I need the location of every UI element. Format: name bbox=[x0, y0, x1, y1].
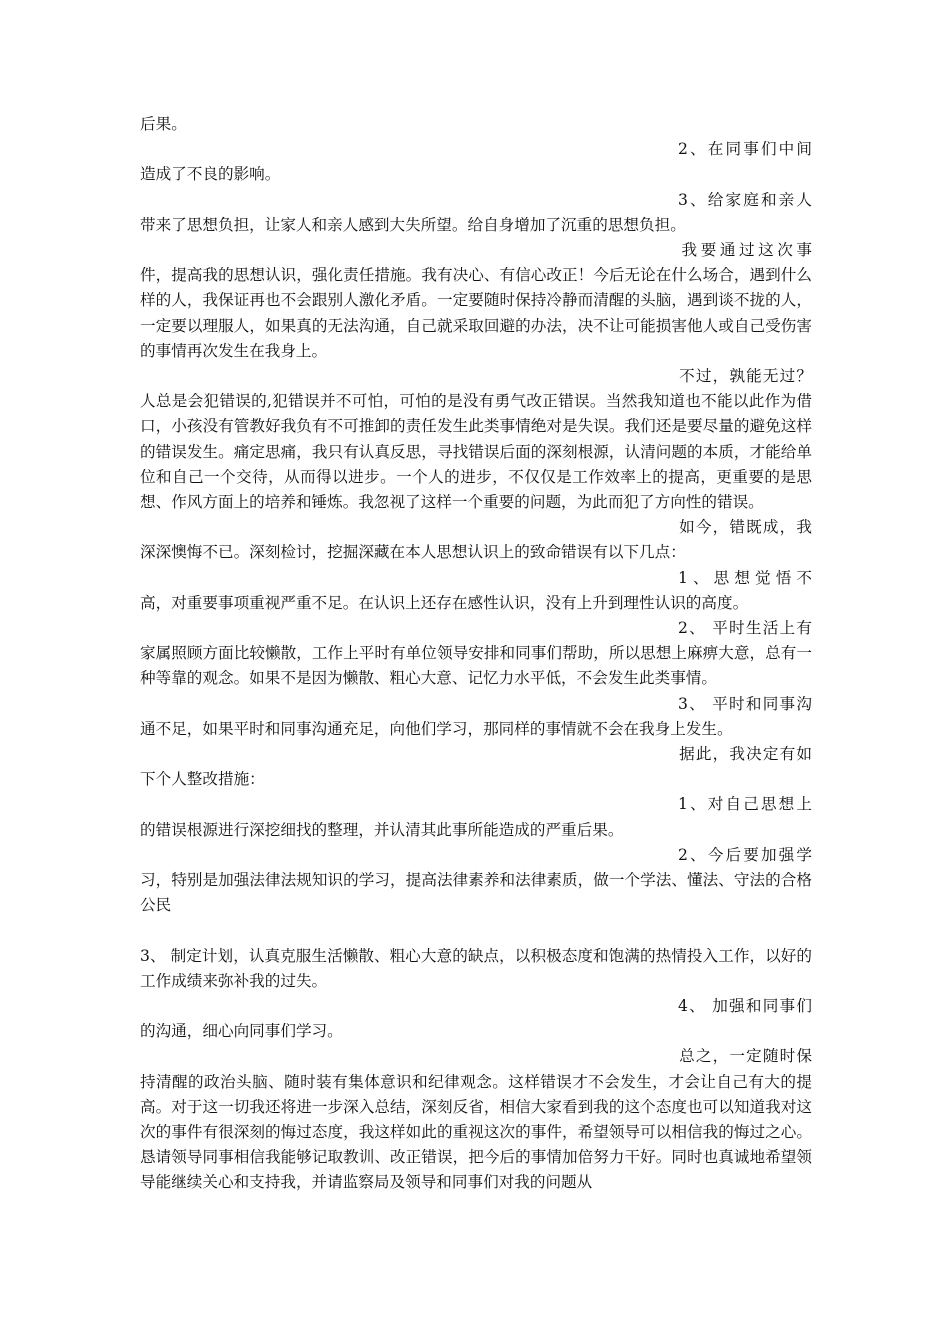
paragraph-text: 深深懊悔不已。深刻检讨，挖掘深藏在本人思想认识上的致命错误有以下几点： bbox=[140, 543, 686, 562]
paragraph-text: 通不足，如果平时和同事沟通充足，向他们学习，那同样的事情就不会在我身上发生。 bbox=[140, 719, 733, 738]
paragraph-7 bbox=[140, 566, 812, 616]
paragraph-text: 人总是会犯错误的,犯错误并不可怕，可怕的是没有勇气改正错误。当然我知道也不能以此作为借口，小孩没有管教好我负有不可推卸的责任发生此类事情绝对是失误。我们还是要尽量的避免这样的错误发生。痛定思痛，我只有认真反思，寻找错误后面的深刻根源，认清问题的本质，才能给单位和自己一个交待，从而得以进步。一个人的进步，不仅仅是工作效率上的提高，更重要的是思想、作风方面上的培养和锤炼。我忽视了这样一个重要的问题，为此而犯了方向性的错误。 bbox=[140, 392, 812, 512]
paragraph-9 bbox=[140, 692, 812, 742]
paragraph-4 bbox=[140, 238, 812, 364]
paragraph-text: 错误根源进行深挖细找的整理，并认清其此事所能造成的严重后果。 bbox=[155, 820, 624, 839]
paragraph-2 bbox=[140, 137, 812, 187]
paragraph-15 bbox=[140, 1044, 812, 1195]
paragraph-lead: 1、思想觉悟不高， bbox=[140, 568, 812, 612]
paragraph-lead: 2、今后要加强学习， bbox=[140, 845, 812, 890]
paragraph-11 bbox=[140, 792, 812, 842]
paragraph-8 bbox=[140, 616, 812, 692]
paragraph-lead: 总之，一定随时保 bbox=[678, 1047, 812, 1066]
paragraph-lead: 不过，孰能无过？ bbox=[678, 367, 812, 386]
paragraph-1 bbox=[140, 112, 812, 137]
paragraph-lead: 如今，错既成，我 bbox=[678, 518, 812, 537]
paragraph-text: 成了不良的影响。 bbox=[155, 165, 281, 184]
paragraph-lead: 据此，我决定有如 bbox=[678, 745, 812, 764]
paragraph-3 bbox=[140, 188, 812, 238]
paragraph-text: 的沟通，细心向同事们学习。 bbox=[140, 1022, 343, 1041]
paragraph-lead: 1、对自己思想上的 bbox=[140, 795, 812, 839]
document-body bbox=[140, 112, 812, 1196]
paragraph-text: 下个人整改措施： bbox=[140, 770, 265, 789]
paragraph-text: 家属照顾方面比较懒散，工作上平时有单位领导安排和同事们帮助，所以思想上麻痹大意，总有一种等靠的观念。如果不是因为懒散、粗心大意、记忆力水平低，不会发生此类事情。 bbox=[140, 644, 812, 688]
paragraph-lead: 2、在同事们中间造 bbox=[140, 140, 812, 184]
paragraph-lead: 3、 平时和同事沟 bbox=[678, 694, 812, 713]
paragraph-6 bbox=[140, 515, 812, 565]
paragraph-12 bbox=[140, 843, 812, 919]
paragraph-text: 对重要事项重视严重不足。在认识上还存在感性认识，没有上升到理性认识的高度。 bbox=[171, 593, 749, 612]
blank-line bbox=[140, 919, 812, 944]
paragraph-14 bbox=[140, 994, 812, 1044]
paragraph-lead: 我要通过这次事件， bbox=[140, 241, 812, 285]
paragraph-10 bbox=[140, 742, 812, 792]
paragraph-text: 提高我的思想认识，强化责任措施。我有决心、有信心改正！今后无论在什么场合，遇到什么样的人，我保证再也不会跟别人激化矛盾。一定要随时保持冷静而清醒的头脑，遇到谈不拢的人，一定要以理服人，如果真的无法沟通，自己就采取回避的办法，决不让可能损害他人或自己受伤害的事情再次发生在我身上。 bbox=[140, 266, 812, 360]
paragraph-text: 后果。 bbox=[140, 115, 187, 133]
paragraph-lead: 4、 加强和同事们 bbox=[678, 996, 812, 1015]
paragraph-text: 特别是加强法律法规知识的学习，提高法律素养和法律素质，做一个学法、懂法、守法的合格公民 bbox=[140, 871, 812, 915]
paragraph-lead: 2、 平时生活上有 bbox=[678, 619, 812, 638]
paragraph-text: 持清醒的政治头脑、随时装有集体意识和纪律观念。这样错误才不会发生，才会让自己有大的提高。对于这一切我还将进一步深入总结，深刻反省，相信大家看到我的这个态度也可以知道我对这次的事件有很深刻的悔过态度，我这样如此的重视这次的事件，希望领导可以相信我的悔过之心。恳请领导同事相信我能够记取教训、改正错误，把今后的事情加倍努力干好。同时也真诚地希望领导能继续关心和支持我，并请监察局及领导和同事们对我的问题从 bbox=[140, 1072, 812, 1192]
paragraph-5 bbox=[140, 364, 812, 515]
paragraph-text: 来了思想负担，让家人和亲人感到大失所望。给自身增加了沉重的思想负担。 bbox=[155, 215, 686, 234]
paragraph-text: 3、 制定计划，认真克服生活懒散、粗心大意的缺点，以积极态度和饱满的热情投入工作，以好的工作成绩来弥补我的过失。 bbox=[140, 946, 812, 990]
paragraph-lead: 3、给家庭和亲人带 bbox=[140, 190, 812, 234]
paragraph-13 bbox=[140, 944, 812, 994]
